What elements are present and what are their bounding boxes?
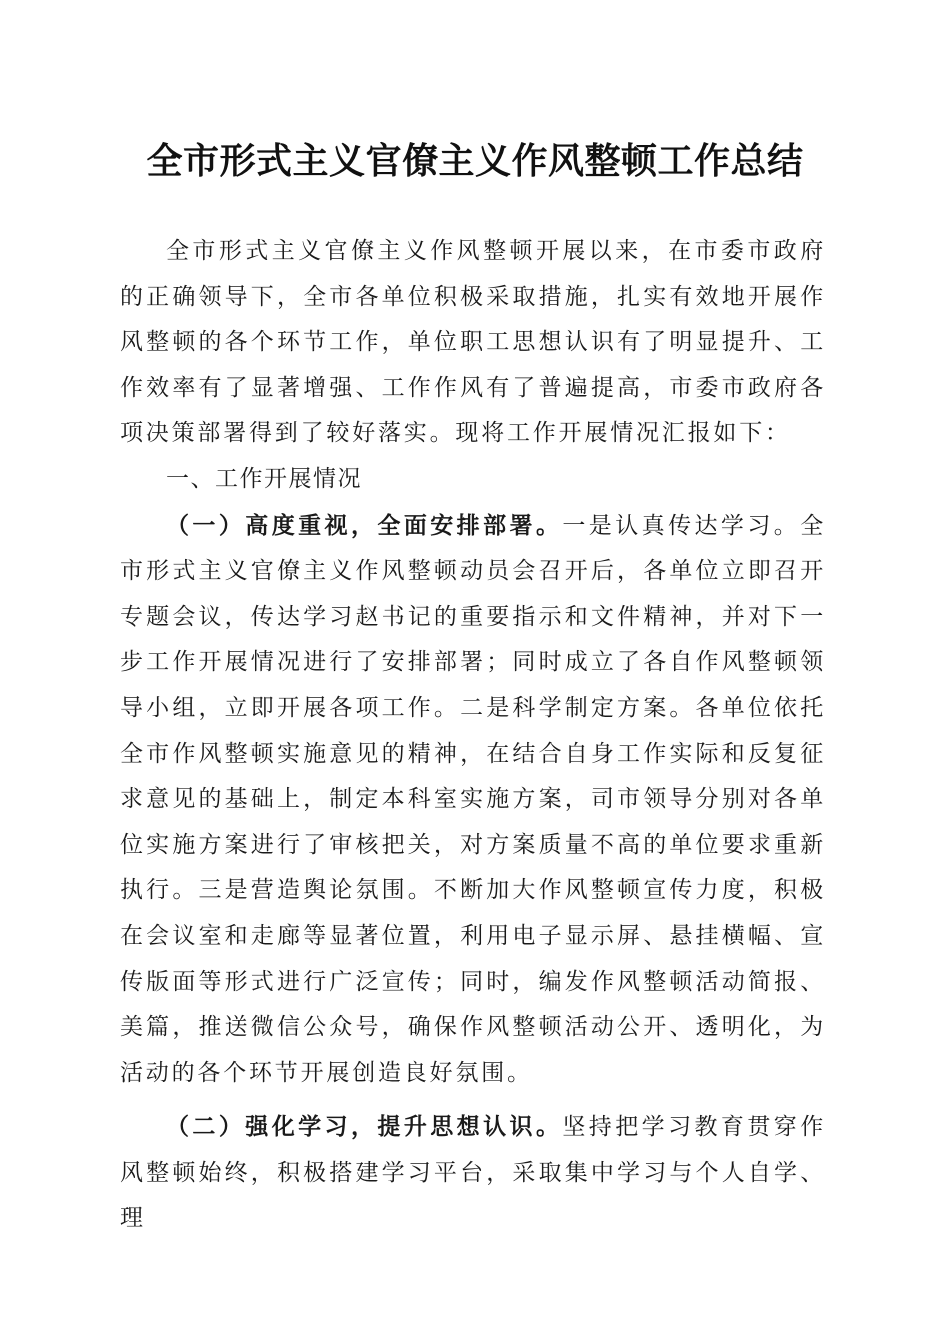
paragraph-1-lead: （一）高度重视，全面安排部署。 (166, 511, 563, 539)
paragraph-2-text: 坚持把学习教育贯穿作风整顿始终，积极搭建学习平台，采取集中学习与个人自学、理 (120, 1114, 826, 1232)
paragraph-2 (120, 1104, 826, 1242)
section-heading: 一、工作开展情况 (166, 465, 362, 492)
document-body (120, 229, 826, 1242)
paragraph-2-lead: （二）强化学习，提升思想认识。 (166, 1113, 563, 1141)
document-title: 全市形式主义官僚主义作风整顿工作总结 (146, 140, 804, 182)
paragraph-1-text: 一是认真传达学习。全市形式主义官僚主义作风整顿动员会召开后，各单位立即召开专题会议，传达学习赵书记的重要指示和文件精神，并对下一步工作开展情况进行了安排部署；同时成立了各自作风整顿领导小组，立即开展各项工作。二是科学制定方案。各单位依托全市作风整顿实施意见的精神，在结合自身工作实际和反复征求意见的基础上，制定本科室实施方案，司市领导分别对各单位实施方案进行了审核把关，对方案质量不高的单位要求重新执行。三是营造舆论氛围。不断加大作风整顿宣传力度，积极在会议室和走廊等显著位置，利用电子显示屏、悬挂横幅、宣传版面等形式进行广泛宣传；同时，编发作风整顿活动简报、美篇，推送微信公众号，确保作风整顿活动公开、透明化，为活动的各个环节开展创造良好氛围。 (120, 512, 826, 1086)
paragraph-1 (120, 503, 826, 1097)
intro-paragraph: 全市形式主义官僚主义作风整顿开展以来，在市委市政府的正确领导下，全市各单位积极采取措施，扎实有效地开展作风整顿的各个环节工作，单位职工思想认识有了明显提升、工作效率有了显著增强、工作作风有了普遍提高，市委市政府各项决策部署得到了较好落实。现将工作开展情况汇报如下： (120, 238, 826, 447)
